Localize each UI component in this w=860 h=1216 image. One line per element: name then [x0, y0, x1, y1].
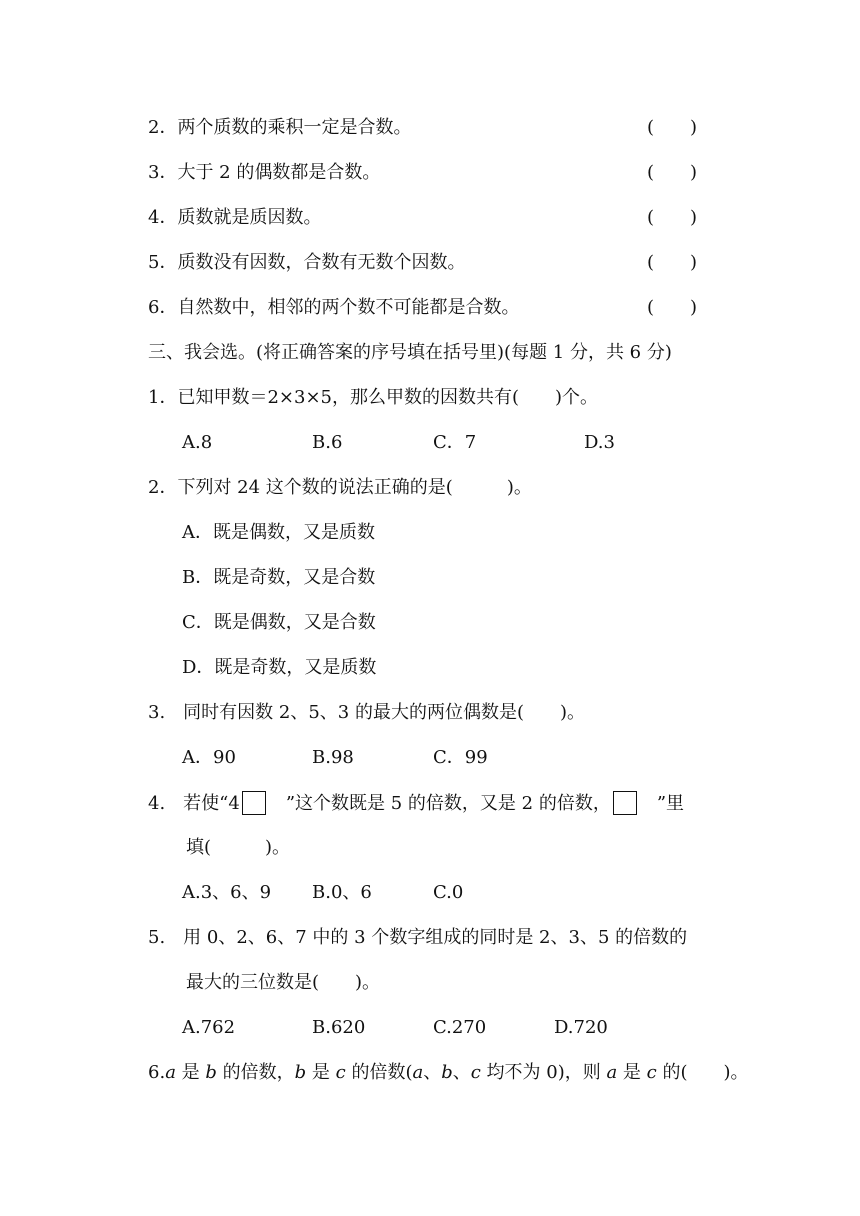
answer-paren[interactable]: ( ) — [647, 297, 698, 318]
option-b[interactable]: B.0、6 — [312, 882, 372, 903]
choice-question-1: 1．已知甲数＝2×3×5，那么甲数的因数共有( )个。 — [148, 387, 599, 408]
option-c[interactable]: C.0 — [433, 882, 464, 903]
question-text: ”这个数既是 5 的倍数，又是 2 的倍数， — [267, 793, 611, 814]
question-text: 、 — [423, 1062, 442, 1083]
option-d[interactable]: D．既是奇数，又是质数 — [182, 657, 377, 678]
variable: a — [412, 1062, 424, 1083]
option-a[interactable]: A．既是偶数，又是质数 — [182, 522, 375, 543]
option-b[interactable]: B．既是奇数，又是合数 — [182, 567, 376, 588]
option-c[interactable]: C．99 — [433, 747, 488, 768]
option-c[interactable]: C．7 — [433, 432, 477, 453]
variable: c — [646, 1062, 657, 1083]
judge-item-6: 6．自然数中，相邻的两个数不可能都是合数。 — [148, 297, 520, 318]
question-text: 是 — [306, 1062, 336, 1083]
option-a[interactable]: A.762 — [182, 1017, 236, 1038]
blank-box[interactable] — [242, 791, 266, 815]
option-a[interactable]: A.3、6、9 — [182, 882, 272, 903]
choice-question-3: 3. 同时有因数 2、5、3 的最大的两位偶数是( )。 — [148, 702, 586, 723]
option-a[interactable]: A.8 — [182, 432, 213, 453]
question-text: 的倍数， — [216, 1062, 295, 1083]
question-text: 是 — [175, 1062, 206, 1083]
choice-question-4 — [148, 791, 684, 816]
option-c[interactable]: C.270 — [433, 1017, 487, 1038]
question-text: 是 — [617, 1062, 647, 1083]
variable: c — [470, 1062, 481, 1083]
judge-item-5: 5．质数没有因数，合数有无数个因数。 — [148, 252, 466, 273]
option-d[interactable]: D.3 — [584, 432, 615, 453]
question-text: 4. 若使“4 — [148, 793, 240, 814]
answer-paren[interactable]: ( ) — [647, 117, 698, 138]
section-heading: 三、我会选。(将正确答案的序号填在括号里)(每题 1 分，共 6 分) — [148, 342, 672, 363]
variable: a — [165, 1062, 176, 1083]
question-text: 的( )。 — [656, 1062, 749, 1083]
option-a[interactable]: A．90 — [182, 747, 236, 768]
judge-item-2: 2．两个质数的乘积一定是合数。 — [148, 117, 412, 138]
variable: b — [205, 1062, 217, 1083]
option-b[interactable]: B.6 — [312, 432, 343, 453]
choice-question-2: 2．下列对 24 这个数的说法正确的是( )。 — [148, 477, 532, 498]
option-d[interactable]: D.720 — [554, 1017, 608, 1038]
question-text: 、 — [452, 1062, 471, 1083]
choice-question-6 — [148, 1061, 749, 1085]
question-text: ”里 — [638, 793, 685, 814]
question-text-cont: 最大的三位数是( )。 — [186, 972, 381, 993]
variable: c — [335, 1062, 346, 1083]
variable: b — [294, 1062, 307, 1083]
option-c[interactable]: C．既是偶数，又是合数 — [182, 612, 376, 633]
variable: a — [606, 1062, 618, 1083]
answer-paren[interactable]: ( ) — [647, 207, 698, 228]
question-text: 均不为 0)，则 — [480, 1062, 607, 1083]
option-b[interactable]: B.98 — [312, 747, 354, 768]
judge-item-3: 3．大于 2 的偶数都是合数。 — [148, 162, 381, 183]
blank-box[interactable] — [613, 791, 637, 815]
option-b[interactable]: B.620 — [312, 1017, 366, 1038]
choice-question-5: 5. 用 0、2、6、7 中的 3 个数字组成的同时是 2、3、5 的倍数的 — [148, 927, 688, 948]
question-text: 的倍数( — [345, 1062, 413, 1083]
answer-paren[interactable]: ( ) — [647, 162, 698, 183]
variable: b — [441, 1062, 453, 1083]
question-text: 6. — [148, 1062, 166, 1083]
question-text-cont: 填( )。 — [186, 837, 291, 858]
judge-item-4: 4．质数就是质因数。 — [148, 207, 322, 228]
answer-paren[interactable]: ( ) — [647, 252, 698, 273]
